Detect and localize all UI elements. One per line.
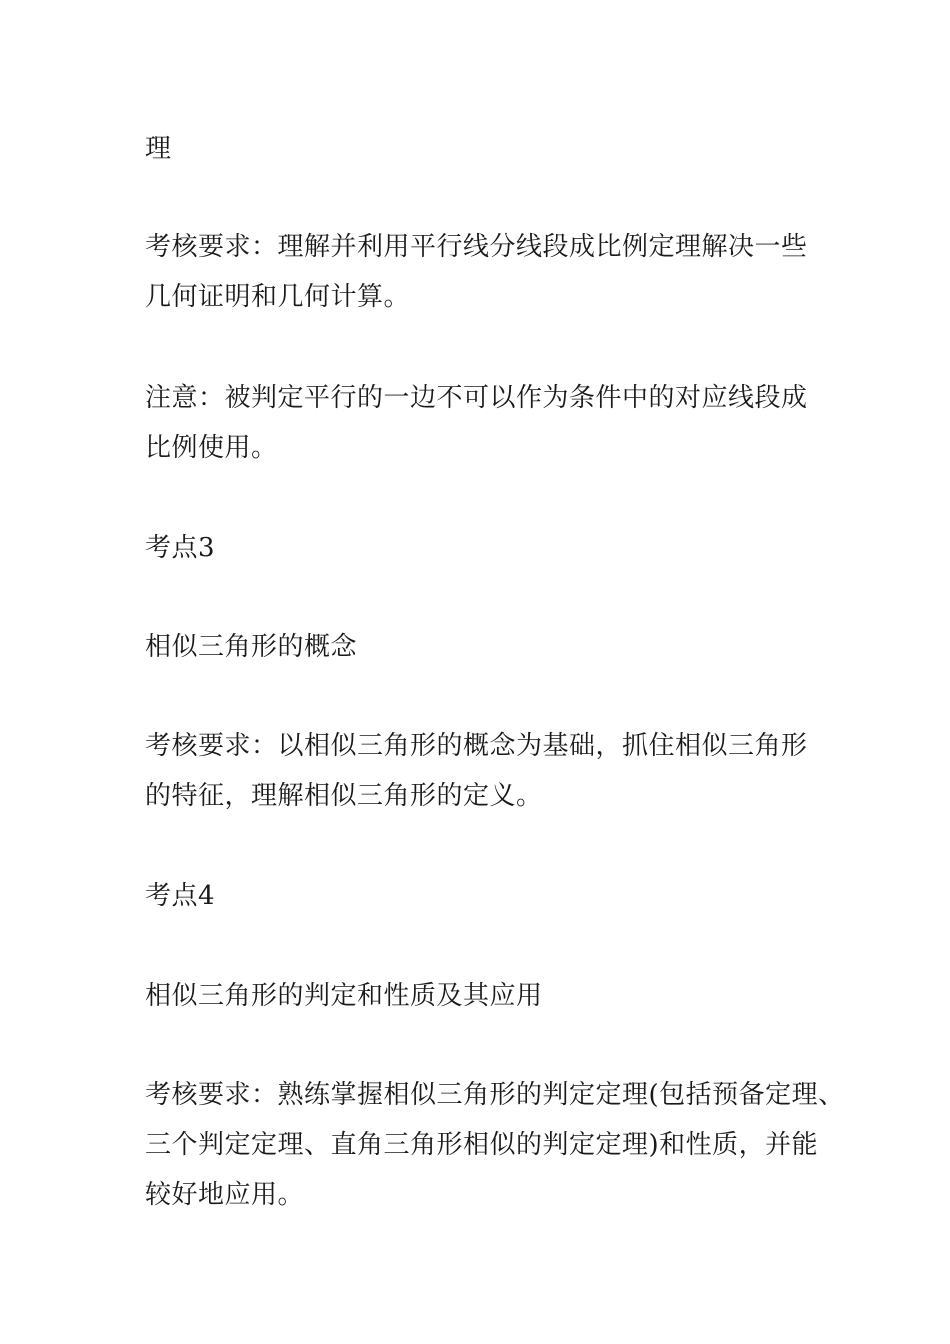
text-line: 考点4	[145, 881, 216, 911]
text-line: 考核要求：理解并利用平行线分线段成比例定理解决一些	[145, 232, 808, 262]
topic-title	[145, 622, 845, 672]
text-line: 较好地应用。	[145, 1180, 305, 1210]
text-line: 考点3	[145, 533, 216, 563]
text-line: 的特征，理解相似三角形的定义。	[145, 781, 543, 811]
requirement-paragraph	[145, 721, 845, 821]
text-line: 相似三角形的概念	[145, 632, 358, 662]
text-line: 考核要求：以相似三角形的概念为基础，抓住相似三角形	[145, 731, 808, 761]
text-line: 考核要求：熟练掌握相似三角形的判定定理(包括预备定理、	[145, 1080, 845, 1110]
text-line: 几何证明和几何计算。	[145, 282, 411, 312]
text-line: 相似三角形的判定和性质及其应用	[145, 981, 543, 1011]
text-line: 比例使用。	[145, 433, 278, 463]
section-heading	[145, 871, 845, 921]
topic-title	[145, 971, 845, 1021]
text-line: 三个判定定理、直角三角形相似的判定定理)和性质，并能	[145, 1130, 819, 1160]
text-line: 理	[145, 134, 172, 164]
note-paragraph	[145, 373, 845, 473]
text-fragment	[145, 124, 845, 174]
text-line: 注意：被判定平行的一边不可以作为条件中的对应线段成	[145, 383, 808, 413]
requirement-paragraph	[145, 222, 845, 322]
section-heading	[145, 523, 845, 573]
requirement-paragraph	[145, 1070, 845, 1220]
